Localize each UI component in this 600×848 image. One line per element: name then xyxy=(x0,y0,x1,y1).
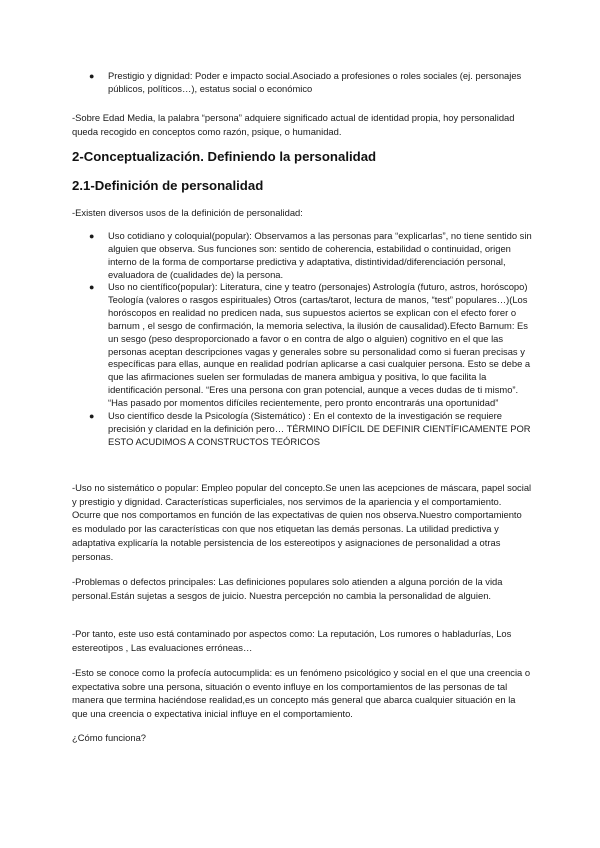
paragraph-uso-no-sistematico: -Uso no sistemático o popular: Empleo popular del concepto.Se unen las acepciones de máscara, papel social y prestigio y dignidad. Características superficiales, nos servimos de la apariencia y el comportamiento. Ocurre que nos comportamos en función de las expectativas de quien nos observa.Nuestro comportamiento es modulado por las características con que nos etiquetan las demás personas. La utilidad predictiva y adaptativa explicaría la notable persistencia de los estereotipos y asignaciones de personalidad a otras personas. xyxy=(72,482,532,562)
list-item xyxy=(72,230,532,281)
list-item-text: Uso cotidiano y coloquial(popular): Observamos a las personas para “explicarlas”, no tiene sentido sin alguien que observa. Sus funciones son: sentido de coherencia, estabilidad o continuidad, origen interno de la forma de comportarse predictiva y adaptativa, distintividad/diferenciación personal, evaluadora de (cualidades de) la persona. xyxy=(108,230,532,280)
bullet-dot-icon: ● xyxy=(89,282,95,293)
bullet-dot-icon: ● xyxy=(89,410,95,421)
paragraph-problemas: -Problemas o defectos principales: Las definiciones populares solo atienden a alguna porción de la vida personal.Están sujetas a sesgos de juicio. Nuestra percepción no cambia la personalidad de alguien. xyxy=(72,576,503,601)
bullet-dot-icon: ● xyxy=(89,231,95,241)
subsection-heading: 2.1-Definición de personalidad xyxy=(72,178,264,193)
bullet-dot-icon: ● xyxy=(89,71,95,81)
list-item-text: Uso científico desde la Psicología (Sistemático) : En el contexto de la investigación se requiere precisión y claridad en la definición pero… TÉRMINO DIFÍCIL DE DEFINIR CIENTÍFICAMENTE POR ESTO ACUDIMOS A CONSTRUCTOS TEÓRICOS xyxy=(108,409,531,447)
paragraph-profecia-autocumplida: -Esto se conoce como la profecía autocumplida: es un fenómeno psicológico y social en el que una creencia o expectativa sobre una persona, situación o evento influye en los comportamientos de las personas de tal manera que termina haciéndose realidad,es un concepto más general que abarca cualquier situación en la que una creencia o expectativa inicial influye en el comportamiento. xyxy=(72,667,531,720)
section-heading: 2-Conceptualización. Definiendo la personalidad xyxy=(72,149,377,164)
paragraph-intro: -Existen diversos usos de la definición de personalidad: xyxy=(72,207,303,218)
list-item-text: Uso no científico(popular): Literatura, cine y teatro (personajes) Astrología (futuro, astros, horóscopo) Teología (valores o rasgos espirituales) Otros (cartas/tarot, lectura de manos, “test” populares…)(Los horóscopos en realidad no predicen nada, sus supuestos aciertos se explican con el efecto forer o barnum , el sesgo de confirmación, la memoria selectiva, la ilusión de causalidad).Efecto Barnum: Es un sesgo (peso desproporcionado a favor o en contra de algo o alguien) cognitivo en el que las personas aceptan descripciones vagas y generales sobre su personalidad como si fueran precisas y específicas para ellas, aunque en realidad podrían aplicarse a casi cualquier persona. Esto se debe a que las afirmaciones suelen ser formuladas de manera ambigua y positiva, lo que facilita la identificación personal. “Eres una persona con gran potencial, aunque a veces dudas de ti mismo”. “Has pasado por momentos difíciles recientemente, pero pronto encontrarás una oportunidad” xyxy=(108,281,531,408)
bullet-list-prestigio xyxy=(72,70,532,96)
bullet-list-usos xyxy=(72,230,532,448)
list-item xyxy=(72,70,532,96)
list-item xyxy=(72,410,532,449)
list-item xyxy=(72,281,532,409)
paragraph-por-tanto: -Por tanto, este uso está contaminado por aspectos como: La reputación, Los rumores o habladurías, Los estereotipos , Las evaluaciones erróneas… xyxy=(72,628,512,653)
list-item-text: Prestigio y dignidad: Poder e impacto social.Asociado a profesiones o roles sociales (ej. personajes públicos, políticos…), estatus social o económico xyxy=(108,70,522,94)
paragraph-edad-media: -Sobre Edad Media, la palabra “persona” adquiere significado actual de identidad propia, hoy personalidad queda recogido en conceptos como razón, psique, o humanidad. xyxy=(72,112,515,137)
paragraph-como-funciona: ¿Cómo funciona? xyxy=(72,732,146,743)
